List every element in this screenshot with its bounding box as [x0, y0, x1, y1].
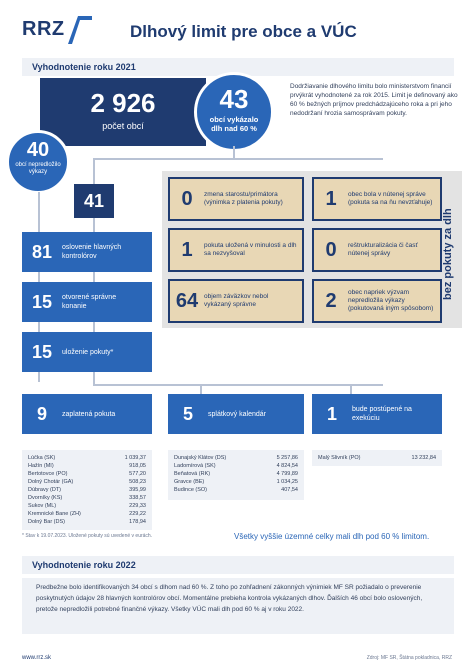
flow-label: splátkový kalendár: [208, 410, 266, 418]
intro-text: Dodržiavanie dlhového limitu bolo ministerstvom financií prvýkrát vyhodnotené za rok 2015. Limit je definovaný ako 60 % bežných príjmov predchádzajúceho roka a pri jeho nedodržaní hrozia samosprávam pokuty.: [290, 83, 458, 117]
footer-source: Zdroj: MF SR, Štátna pokladnica, RRZ: [366, 655, 452, 661]
table-row: [174, 486, 298, 494]
table-row: [174, 478, 298, 486]
flow-num: 1: [326, 403, 337, 424]
no-fine-num: 64: [175, 289, 199, 312]
flow-num: 41: [83, 190, 105, 211]
no-fine-box-5: [312, 279, 442, 323]
total-municipalities-box: [40, 78, 206, 146]
row-value: 229,33: [129, 503, 146, 509]
no-fine-label: pokuta uložená v minulosti a dlh sa nezvyšoval: [204, 242, 297, 257]
logo: RRZ: [22, 18, 65, 40]
not-submitted-circle: [6, 130, 70, 194]
table-row: [28, 454, 146, 462]
no-fine-label: objem záväzkov nebol vykázaný správne: [204, 293, 269, 308]
row-name: Budince (SO): [174, 487, 208, 493]
flow-num: 81: [31, 241, 53, 262]
section-2022-heading: [22, 556, 454, 574]
table-row: [174, 454, 298, 462]
no-fine-box-1: [312, 177, 442, 221]
row-name: Dúbravy (DT): [28, 487, 62, 493]
table-row: [318, 454, 436, 462]
row-name: Hažín (MI): [28, 463, 54, 469]
row-value: 407,54: [281, 487, 298, 493]
footer-website[interactable]: www.rrz.sk: [22, 655, 51, 661]
row-value: 395,99: [129, 487, 146, 493]
table-row: [28, 502, 146, 510]
flow-label: zaplatená pokuta: [62, 410, 116, 418]
row-value: 508,23: [129, 479, 146, 485]
row-name: Dvorníky (KS): [28, 495, 63, 501]
not-submitted-count: 40: [26, 139, 50, 161]
flow-box-41: [74, 184, 114, 218]
logo-slash-icon: [68, 14, 94, 46]
connector-bottom-mid: [200, 384, 202, 394]
row-name: Dolný Chotár (GA): [28, 479, 74, 485]
row-value: 918,05: [129, 463, 146, 469]
table-row: [28, 486, 146, 494]
over-label-2: dlh nad 60 %: [211, 124, 257, 133]
total-count: 2 926: [90, 88, 156, 118]
row-value: 4 824,54: [276, 463, 298, 469]
flow-label: otvorené správne konanie: [62, 294, 117, 310]
not-submitted-label: obcí nepredložilo výkazy: [15, 162, 61, 175]
connector-bottom-right: [350, 384, 352, 394]
flow-num: 15: [31, 291, 53, 312]
no-fine-vertical-label: [442, 182, 460, 312]
connector-horizontal-bottom: [93, 384, 383, 386]
section-2022-title: Vyhodnotenie roku 2022: [32, 560, 136, 570]
flow-num: 9: [36, 403, 47, 424]
row-name: Dolný Bar (DS): [28, 519, 65, 525]
flow-num: 15: [31, 341, 53, 362]
row-value: 338,57: [129, 495, 146, 501]
connector-horizontal-top: [93, 158, 383, 160]
no-fine-box-0: [168, 177, 304, 221]
vuc-note: Všetky vyššie územné celky mali dlh pod 60 % limitom.: [234, 532, 430, 541]
no-fine-box-2: [168, 228, 304, 272]
no-fine-label-text: bez pokuty za dlh: [442, 208, 454, 300]
bottom-box-execution: [312, 394, 442, 434]
table-installments: [168, 450, 304, 500]
section-2021-title: Vyhodnotenie roku 2021: [32, 62, 136, 72]
row-name: Kremnické Bane (ZH): [28, 511, 81, 517]
row-value: 577,20: [129, 471, 146, 477]
no-fine-label: obec bola v nútenej správe (pokuta sa na ňu nevzťahuje): [348, 191, 433, 206]
row-value: 1 034,25: [276, 479, 298, 485]
no-fine-num: 1: [325, 187, 337, 210]
row-name: Gravce (BE): [174, 479, 205, 485]
row-value: 13 232,84: [411, 455, 436, 461]
footnote: * Stav k 19.07.2023. Uložené pokuty sú uvedené v eurách.: [22, 533, 153, 539]
section-2022-text: Predbežne bolo identifikovaných 34 obcí s dlhom nad 60 %. Z toho po zohľadnení zákonných výnimiek MF SR požiadalo o preverenie poskytnutých údajov 28 hlavných kontrolórov obcí. Momentálne prebieha kontrola vykázaných dlhov. Ďalších 46 obcí bolo oslovených, pretože nepredložili potrebné finančné výkazy. Všetky VÚC mali dlh pod 60 % aj v roku 2022.: [22, 578, 454, 634]
table-paid: [22, 450, 152, 530]
table-row: [28, 518, 146, 526]
no-fine-box-4: [168, 279, 304, 323]
row-value: 178,94: [129, 519, 146, 525]
table-row: [28, 478, 146, 486]
row-name: Dunajský Klátov (DS): [174, 455, 227, 461]
over-label-1: obcí vykázalo: [209, 115, 259, 124]
no-fine-num: 0: [181, 187, 193, 210]
table-row: [174, 462, 298, 470]
row-name: Beňatová (RK): [174, 471, 211, 477]
row-name: Ladomírová (SK): [174, 463, 216, 469]
row-name: Bertotovce (PO): [28, 471, 68, 477]
flow-label: oslovenie hlavných kontrolórov: [62, 244, 122, 260]
flow-num: 5: [182, 403, 193, 424]
flow-box-spravne-konanie: [22, 282, 152, 322]
table-row: [28, 470, 146, 478]
no-fine-label: zmena starostu/primátora (výnimka z platenia pokuty): [204, 191, 283, 206]
table-row: [28, 462, 146, 470]
no-fine-label: reštrukturalizácia či časť nútenej správy: [348, 242, 418, 257]
table-row: [28, 494, 146, 502]
row-name: Sukov (ML): [28, 503, 57, 509]
bottom-box-installments: [168, 394, 304, 434]
no-fine-num: 1: [181, 238, 193, 261]
over-limit-circle: [194, 72, 274, 152]
connector-from-43: [233, 146, 235, 160]
flow-box-hlavni-kontrolori: [22, 232, 152, 272]
no-fine-label: obec napriek výzvam nepredložila výkazy (pokutovaná iným spôsobom): [348, 289, 434, 312]
row-value: 1 039,37: [124, 455, 146, 461]
no-fine-box-3: [312, 228, 442, 272]
row-value: 4 799,89: [276, 471, 298, 477]
flow-label: uloženie pokuty*: [62, 348, 114, 356]
table-execution: [312, 450, 442, 466]
no-fine-num: 2: [325, 289, 337, 312]
row-value: 229,22: [129, 511, 146, 517]
bottom-box-paid: [22, 394, 152, 434]
no-fine-num: 0: [325, 238, 337, 261]
page-title: Dlhový limit pre obce a VÚC: [130, 22, 357, 41]
table-row: [28, 510, 146, 518]
table-row: [174, 470, 298, 478]
row-name: Malý Slivník (PO): [318, 455, 361, 461]
over-count: 43: [219, 84, 249, 114]
total-label: počet obcí: [102, 121, 144, 131]
row-value: 5 257,86: [276, 455, 298, 461]
flow-label: bude postúpené na exekúciu: [352, 406, 412, 422]
row-name: Lúčka (SK): [28, 455, 56, 461]
flow-box-pokuta: [22, 332, 152, 372]
